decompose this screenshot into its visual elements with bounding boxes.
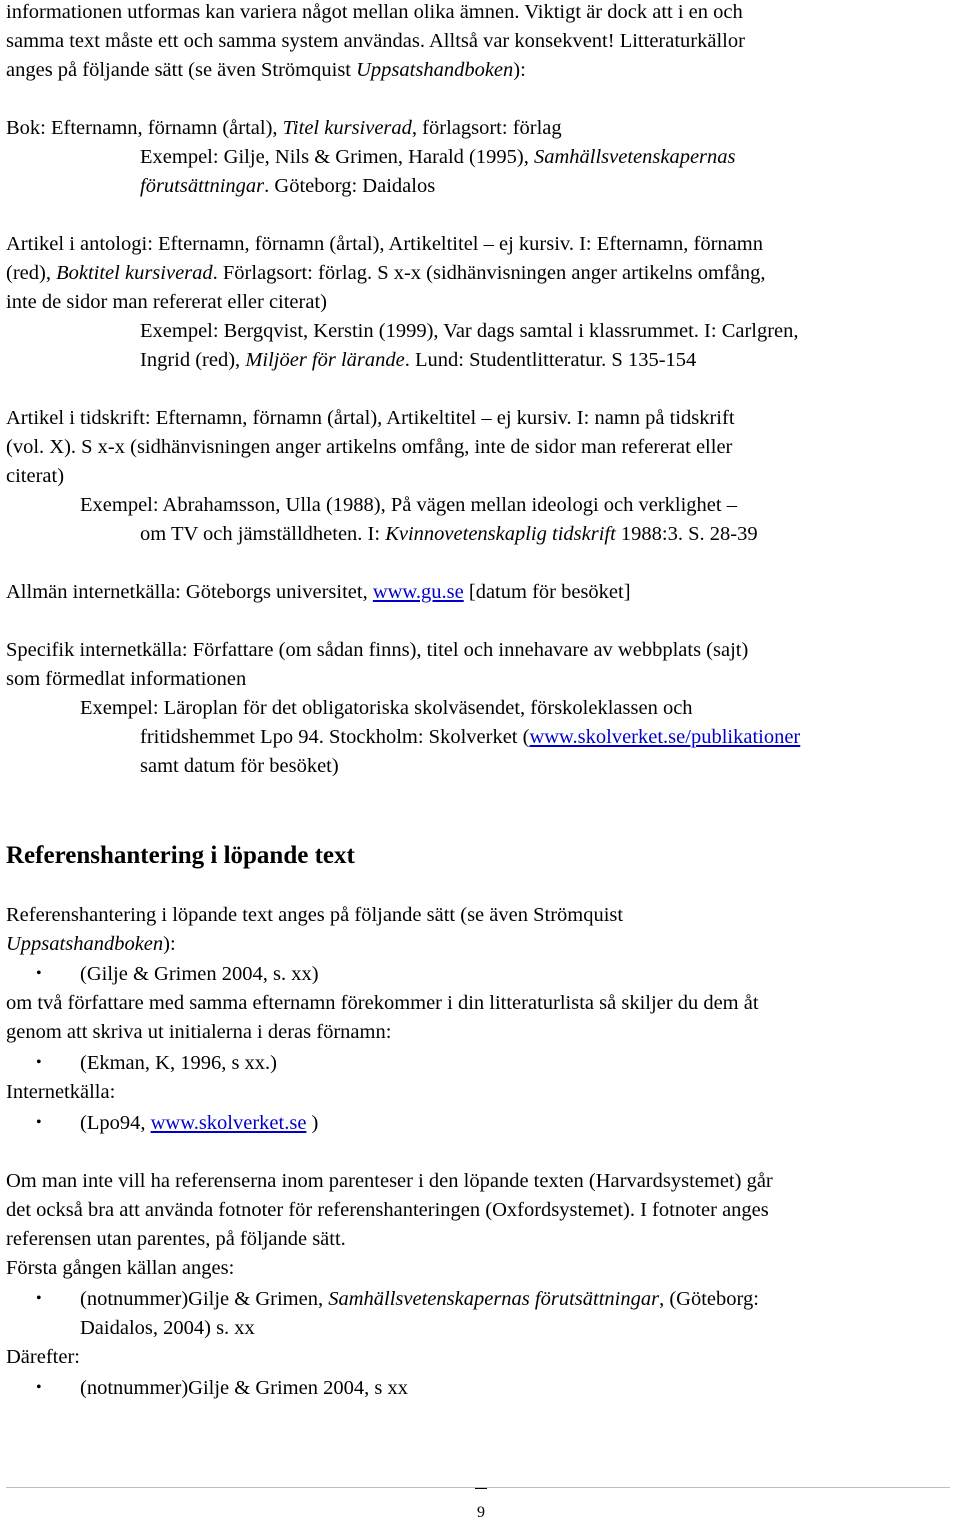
intro-line-3: anges på följande sätt (se även Strömquist Uppsatshandboken): <box>6 59 526 81</box>
journal-example-line-2: om TV och jämställdheten. I: Kvinnovetenskaplig tidskrift 1988:3. S. 28-39 <box>140 523 758 545</box>
journal-format-line-1: Artikel i tidskrift: Efternamn, förnamn (årtal), Artikeltitel – ej kursiv. I: namn på tidskrift <box>6 407 735 429</box>
bullet-item-2: (Ekman, K, 1996, s xx.) <box>80 1052 278 1074</box>
bullet-icon: • <box>36 1054 42 1071</box>
bullet-item-1: (Gilje & Grimen 2004, s. xx) <box>80 963 319 985</box>
bullet-icon: • <box>36 1379 42 1396</box>
internet-general: Allmän internetkälla: Göteborgs universitet, www.gu.se [datum för besöket] <box>6 581 631 603</box>
after-label: Därefter: <box>6 1346 80 1368</box>
skolverket-link[interactable]: www.skolverket.se <box>150 1112 307 1134</box>
anthology-format-line-1: Artikel i antologi: Efternamn, förnamn (årtal), Artikeltitel – ej kursiv. I: Efternamn, förnamn <box>6 233 763 255</box>
intro-line-2: samma text måste ett och samma system användas. Alltså var konsekvent! Litteraturkällor <box>6 30 745 52</box>
bullet-item-3: (Lpo94, www.skolverket.se ) <box>80 1112 319 1134</box>
section-paragraph-1-line-1: Referenshantering i löpande text anges på följande sätt (se även Strömquist <box>6 904 624 926</box>
bullet-icon: • <box>36 965 42 982</box>
internet-label: Internetkälla: <box>6 1081 116 1103</box>
bullet-item-4-line-1: (notnummer)Gilje & Grimen, Samhällsvetenskapernas förutsättningar, (Göteborg: <box>80 1288 759 1310</box>
gu-link[interactable]: www.gu.se <box>372 581 464 603</box>
book-example-line-2: förutsättningar. Göteborg: Daidalos <box>140 175 436 197</box>
anthology-format-line-3: inte de sidor man refererat eller citerat) <box>6 291 327 313</box>
page-number: 9 <box>477 1504 485 1521</box>
anthology-format-line-2: (red), Boktitel kursiverad. Förlagsort: förlag. S x-x (sidhänvisningen anger artikelns omfång, <box>6 262 766 284</box>
section-paragraph-3-line-2: det också bra att använda fotnoter för referenshanteringen (Oxfordsystemet). I fotnoter anges <box>6 1199 769 1221</box>
section-paragraph-2-line-1: om två författare med samma efternamn förekommer i din litteraturlista så skiljer du dem åt <box>6 992 759 1014</box>
bullet-icon: • <box>36 1114 42 1131</box>
skolverket-publikationer-link[interactable]: www.skolverket.se/publikationer <box>529 726 801 748</box>
internet-specific-line-1: Specifik internetkälla: Författare (om sådan finns), titel och innehavare av webbplats (sajt) <box>6 639 749 661</box>
internet-specific-example-1: Exempel: Läroplan för det obligatoriska skolväsendet, förskoleklassen och <box>80 697 693 719</box>
section-heading: Referenshantering i löpande text <box>6 842 355 869</box>
journal-format-line-2: (vol. X). S x-x (sidhänvisningen anger artikelns omfång, inte de sidor man refererat eller <box>6 436 733 458</box>
section-paragraph-1-line-2: Uppsatshandboken): <box>6 933 176 955</box>
book-example-line-1: Exempel: Gilje, Nils & Grimen, Harald (1995), Samhällsvetenskapernas <box>140 146 736 168</box>
bullet-icon: • <box>36 1290 42 1307</box>
section-paragraph-3-line-3: referensen utan parentes, på följande sätt. <box>6 1228 346 1250</box>
anthology-example-line-2: Ingrid (red), Miljöer för lärande. Lund: Studentlitteratur. S 135-154 <box>140 349 697 371</box>
footer-dash <box>475 1488 487 1489</box>
section-paragraph-3-line-1: Om man inte vill ha referenserna inom parenteser i den löpande texten (Harvardsystemet) går <box>6 1170 773 1192</box>
book-format: Bok: Efternamn, förnamn (årtal), Titel kursiverad, förlagsort: förlag <box>6 117 562 139</box>
journal-example-line-1: Exempel: Abrahamsson, Ulla (1988), På vägen mellan ideologi och verklighet – <box>80 494 737 516</box>
section-paragraph-2-line-2: genom att skriva ut initialerna i deras förnamn: <box>6 1021 392 1043</box>
bullet-item-4-line-2: Daidalos, 2004) s. xx <box>80 1317 255 1339</box>
internet-specific-example-3: samt datum för besöket) <box>140 755 339 777</box>
anthology-example-line-1: Exempel: Bergqvist, Kerstin (1999), Var dags samtal i klassrummet. I: Carlgren, <box>140 320 799 342</box>
bullet-item-5: (notnummer)Gilje & Grimen 2004, s xx <box>80 1377 408 1399</box>
first-time-label: Första gången källan anges: <box>6 1257 235 1279</box>
internet-specific-example-2: fritidshemmet Lpo 94. Stockholm: Skolverket (www.skolverket.se/publikationer <box>140 726 801 748</box>
journal-format-line-3: citerat) <box>6 465 65 487</box>
intro-line-1: informationen utformas kan variera något mellan olika ämnen. Viktigt är dock att i en och <box>6 1 743 23</box>
internet-specific-line-2: som förmedlat informationen <box>6 668 247 690</box>
